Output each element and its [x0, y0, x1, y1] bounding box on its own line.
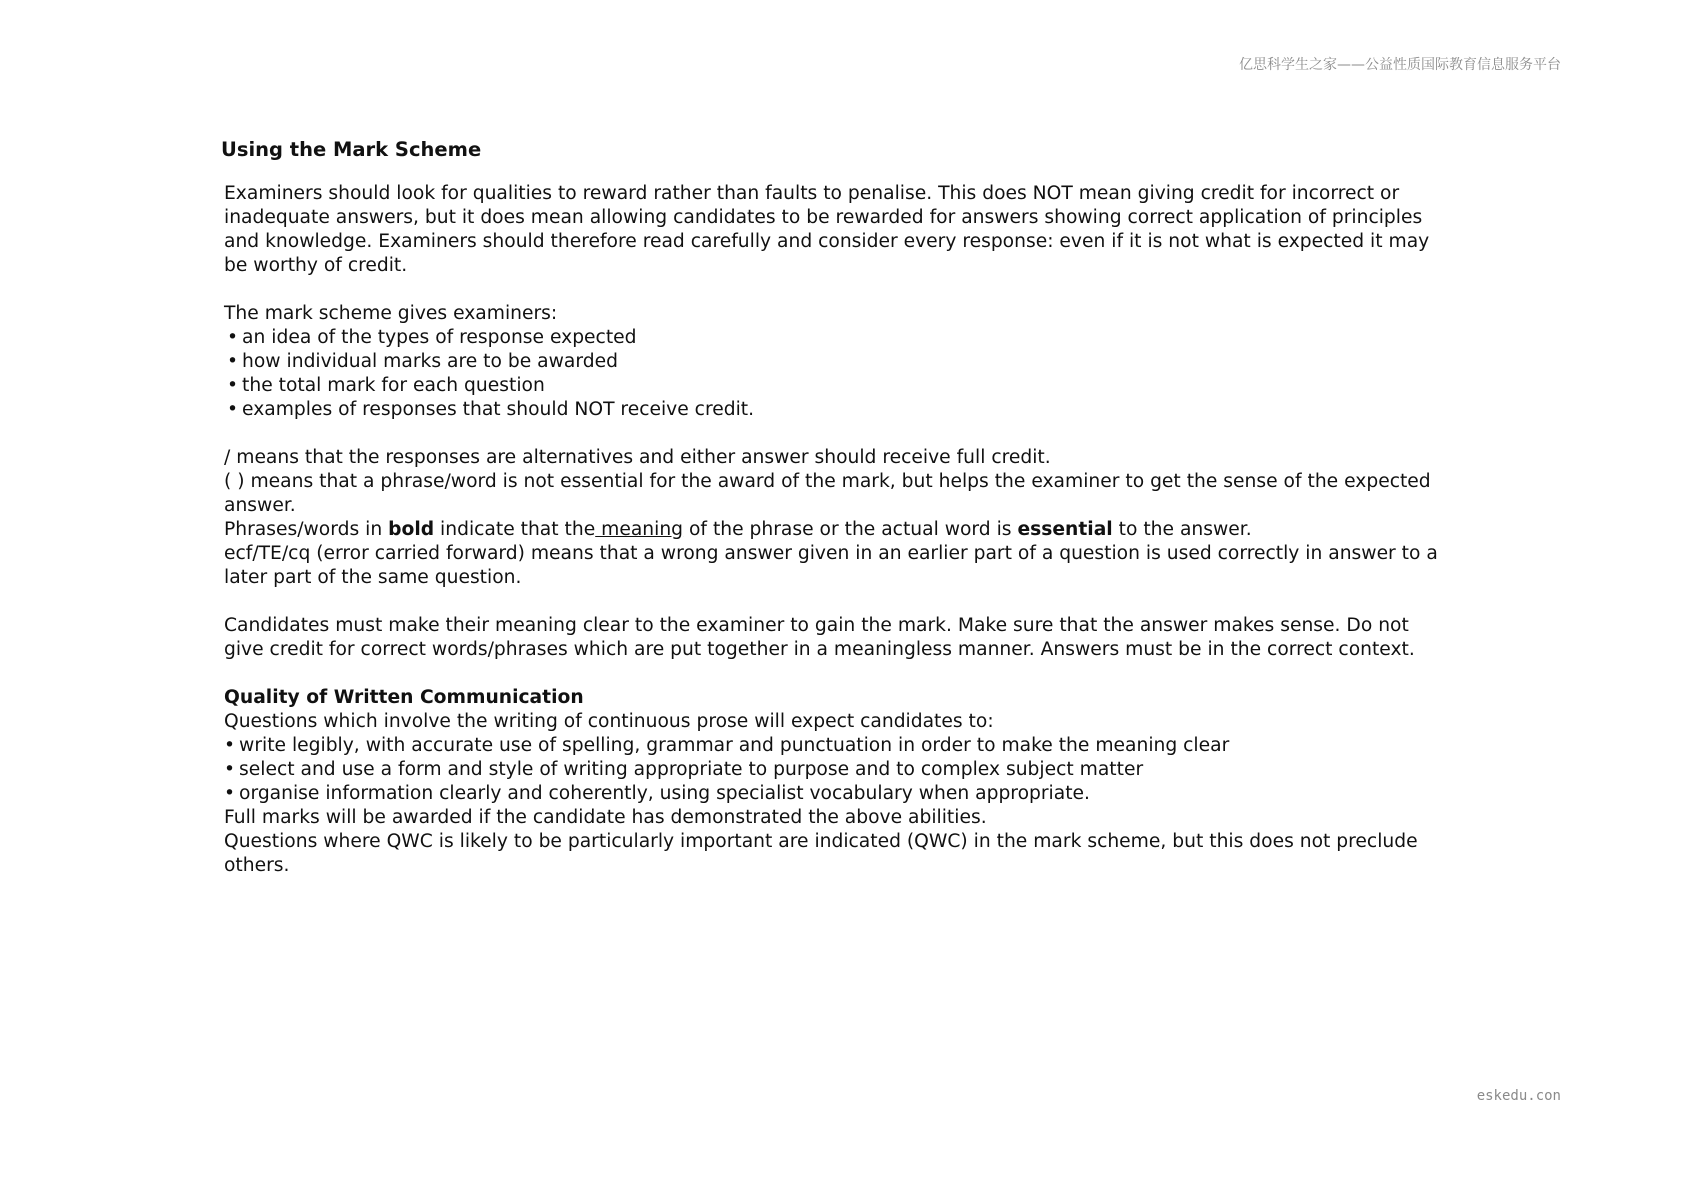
ecf-convention: ecf/TE/cq (error carried forward) means that a wrong answer given in an earlier part of a question is used correctly in answer to a later part of the same question.: [224, 543, 1438, 588]
qwc-indicated: Questions where QWC is likely to be particularly important are indicated (QWC) in the mark scheme, but this does not preclude others.: [224, 831, 1418, 876]
list-item: • examples of responses that should NOT receive credit.: [224, 398, 1454, 422]
list-item: • organise information clearly and coherently, using specialist vocabulary when appropriate.: [224, 783, 1090, 804]
gives-list: [224, 326, 1454, 422]
list-item: • how individual marks are to be awarded: [224, 350, 1454, 374]
page-header-watermark: 亿思科学生之家——公益性质国际教育信息服务平台: [1239, 57, 1561, 73]
bullet-icon: •: [224, 735, 236, 756]
qwc-full-marks: Full marks will be awarded if the candidate has demonstrated the above abilities.: [224, 807, 987, 828]
qwc-section: [224, 686, 1454, 878]
qwc-heading: Quality of Written Communication: [224, 687, 584, 708]
qwc-list: [224, 734, 1454, 806]
bullet-icon: •: [227, 399, 239, 420]
list-item: • write legibly, with accurate use of spelling, grammar and punctuation in order to make the meaning clear: [224, 735, 1230, 756]
bullet-icon: •: [227, 351, 239, 372]
bullet-icon: •: [227, 327, 239, 348]
page-footer-url: eskedu.con: [1476, 1088, 1561, 1104]
gives-section: [224, 302, 1454, 422]
bullet-icon: •: [224, 783, 236, 804]
list-item: • select and use a form and style of writing appropriate to purpose and to complex subject matter: [224, 759, 1144, 780]
conventions-section: [224, 446, 1454, 590]
mark-scheme-content: [221, 138, 1454, 902]
brackets-convention: ( ) means that a phrase/word is not essential for the award of the mark, but helps the examiner to get the sense of the expected answer.: [224, 471, 1431, 516]
list-item: • the total mark for each question: [224, 374, 1454, 398]
page-title: Using the Mark Scheme: [221, 138, 482, 161]
bullet-icon: •: [224, 759, 236, 780]
bullet-icon: •: [227, 375, 239, 396]
list-item: • an idea of the types of response expected: [224, 326, 1454, 350]
slash-convention: / means that the responses are alternatives and either answer should receive full credit.: [224, 447, 1051, 468]
bold-convention: Phrases/words in bold indicate that the meaning of the phrase or the actual word is essential to the answer.: [224, 519, 1252, 540]
gives-lead: The mark scheme gives examiners:: [224, 303, 558, 324]
qwc-lead: Questions which involve the writing of continuous prose will expect candidates to:: [224, 711, 994, 732]
meaning-paragraph: Candidates must make their meaning clear to the examiner to gain the mark. Make sure that the answer makes sense. Do not give credit for correct words/phrases which are put together in a meaningless manner. Answers must be in the correct context.: [224, 615, 1415, 660]
intro-paragraph: Examiners should look for qualities to reward rather than faults to penalise. This does NOT mean giving credit for incorrect or inadequate answers, but it does mean allowing candidates to be rewarded for answers showing correct application of principles and knowledge. Examiners should therefore read carefully and consider every response: even if it is not what is expected it may be worthy of credit.: [224, 183, 1430, 276]
